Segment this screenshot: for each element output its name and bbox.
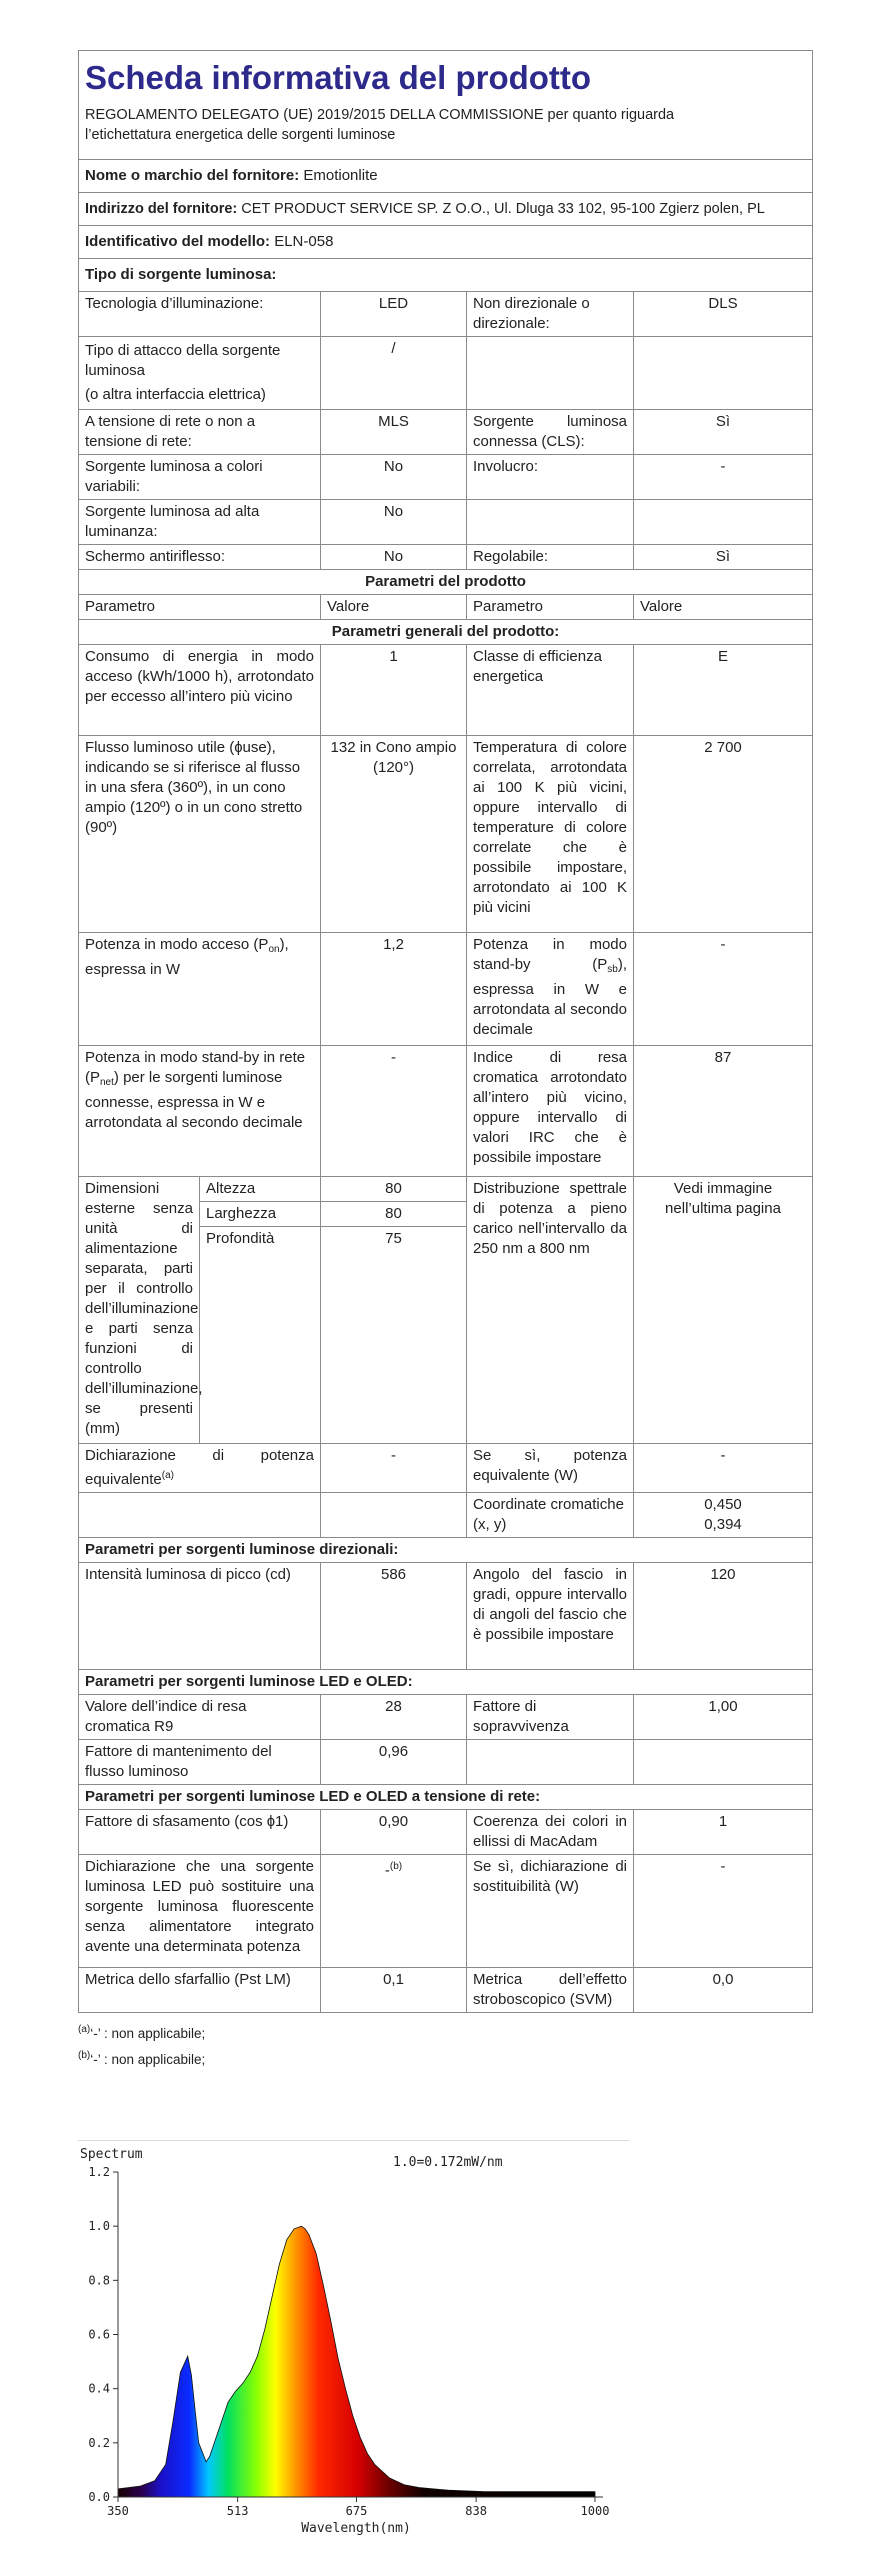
- chart-scale-annotation: 1.0=0.172mW/nm: [393, 2155, 503, 2170]
- model-row: [79, 226, 813, 259]
- cap-type-value: /: [321, 337, 467, 410]
- y-tick-label: 0.4: [88, 2381, 110, 2396]
- directional-heading: Parametri per sorgenti luminose direzionali:: [79, 1538, 813, 1563]
- efficiency-value: E: [634, 645, 813, 736]
- envelope-label: Involucro:: [467, 455, 634, 500]
- peak-intensity-label: Intensità luminosa di picco (cd): [79, 1563, 321, 1670]
- x-tick-label: 1000: [580, 2504, 610, 2518]
- standby-power-label: Potenza in modo stand-by $(P_{sb})$, espressa in W e arrotondata al secondo decimale: [467, 933, 634, 1046]
- fluorescent-replacement-value: -$^{(b)}$: [321, 1855, 467, 1968]
- mains-row: [79, 410, 813, 455]
- depth-label: Profondità: [200, 1227, 321, 1444]
- efficiency-label: Classe di efficienza energetica: [467, 645, 634, 736]
- color-tunable-row: [79, 455, 813, 500]
- flux-value: 132 in Cono ampio (120°): [321, 736, 467, 933]
- equivalent-power-label: Dichiarazione di potenza equivalente$^{(a)}$: [79, 1444, 321, 1493]
- params-column-header-row: [79, 595, 813, 620]
- mains-label: A tensione di rete o non a tensione di rete:: [79, 410, 321, 455]
- displacement-factor-label: Fattore di sfasamento (cos ɸ1): [79, 1810, 321, 1855]
- network-standby-value: -: [321, 1046, 467, 1177]
- chromaticity-label: Coordinate cromatiche (x, y): [467, 1493, 634, 1538]
- spectrum-plot-area: [88, 2165, 609, 2518]
- power-on-value: 1,2: [321, 933, 467, 1046]
- column-header-parameter-2: Parametro: [467, 595, 634, 620]
- column-header-value-2: Valore: [634, 595, 813, 620]
- cap-type-row: [79, 337, 813, 410]
- r9-value: 28: [321, 1695, 467, 1740]
- high-luminance-value: No: [321, 500, 467, 545]
- product-information-sheet: [78, 50, 812, 2071]
- standby-power-value: -: [634, 933, 813, 1046]
- params-heading-row: [79, 570, 813, 595]
- energy-label: Consumo di energia in modo acceso (kWh/1000 h), arrotondato per eccesso all’intero più vicino: [79, 645, 321, 736]
- cls-value: Sì: [634, 410, 813, 455]
- energy-row: [79, 645, 813, 736]
- mains-led-heading-row: [79, 1785, 813, 1810]
- color-tunable-value: No: [321, 455, 467, 500]
- flicker-row: [79, 1968, 813, 2013]
- footnotes: [78, 2019, 812, 2071]
- column-header-value: Valore: [321, 595, 467, 620]
- y-tick-label: 0.6: [88, 2327, 110, 2342]
- title-row: [79, 51, 813, 160]
- cct-value: 2 700: [634, 736, 813, 933]
- regulation-line-1: REGOLAMENTO DELEGATO (UE) 2019/2015 DELLA COMMISSIONE per quanto riguarda: [85, 107, 675, 123]
- macadam-value: 1: [634, 1810, 813, 1855]
- cap-type-label: Tipo di attacco della sorgente luminosa: [85, 342, 281, 379]
- chart-x-axis-label: Wavelength(nm): [301, 2521, 411, 2536]
- supplier-name-label: Nome o marchio del fornitore:: [85, 167, 300, 184]
- equivalent-power-value: -: [321, 1444, 467, 1493]
- stroboscopic-label: Metrica dell’effetto stroboscopico (SVM): [467, 1968, 634, 2013]
- equivalent-watt-label: Se sì, potenza equivalente (W): [467, 1444, 634, 1493]
- led-heading-row: [79, 1670, 813, 1695]
- model-value: ELN-058: [274, 233, 334, 250]
- model-label: Identificativo del modello:: [85, 233, 271, 250]
- envelope-value: -: [634, 455, 813, 500]
- params-heading: Parametri del prodotto: [79, 570, 813, 595]
- technology-row: [79, 292, 813, 337]
- cri-label: Indice di resa cromatica arrotondato all’intero più vicino, oppure intervallo di valori IRC che è possibile impostare: [467, 1046, 634, 1177]
- spectral-distribution-value: Vedi immagine nell’ultima pagina: [634, 1177, 813, 1444]
- width-label: Larghezza: [200, 1202, 321, 1227]
- y-tick-label: 0.2: [88, 2435, 110, 2450]
- displacement-factor-row: [79, 1810, 813, 1855]
- energy-value: 1: [321, 645, 467, 736]
- displacement-factor-value: 0,90: [321, 1810, 467, 1855]
- power-on-label: Potenza in modo acceso $(P_{on})$, espressa in W: [79, 933, 321, 1046]
- general-params-heading-row: [79, 620, 813, 645]
- flicker-value: 0,1: [321, 1968, 467, 2013]
- maintenance-label: Fattore di mantenimento del flusso luminoso: [79, 1740, 321, 1785]
- supplier-name-row: [79, 160, 813, 193]
- depth-value: 75: [321, 1227, 467, 1444]
- equivalent-power-row: [79, 1444, 813, 1493]
- spectrum-curve: [118, 2226, 595, 2497]
- y-tick-label: 0.0: [88, 2490, 110, 2504]
- chromaticity-value: [634, 1493, 813, 1538]
- dimmable-label: Regolabile:: [467, 545, 634, 570]
- directional-heading-row: [79, 1538, 813, 1563]
- color-tunable-label: Sorgente luminosa a colori variabili:: [79, 455, 321, 500]
- cap-type-label-note: (o altra interfaccia elettrica): [85, 386, 266, 403]
- page-title: Scheda informativa del prodotto: [85, 59, 592, 96]
- product-sheet-table: [78, 50, 813, 2013]
- r9-label: Valore dell’indice di resa cromatica R9: [79, 1695, 321, 1740]
- cls-label: Sorgente luminosa connessa (CLS):: [467, 410, 634, 455]
- chromaticity-y: 0,394: [704, 1516, 742, 1533]
- stroboscopic-value: 0,0: [634, 1968, 813, 2013]
- spectral-distribution-label: Distribuzione spettrale di potenza a pieno carico nell’intervallo da 250 nm a 800 nm: [467, 1177, 634, 1444]
- y-tick-label: 0.8: [88, 2273, 110, 2288]
- height-value: 80: [321, 1177, 467, 1202]
- dimensions-label: Dimensioni esterne senza unità di alimentazione separata, parti per il controllo dell’illuminazione e parti senza funzioni di controllo dell’illuminazione, se presenti (mm): [79, 1177, 200, 1444]
- network-standby-row: [79, 1046, 813, 1177]
- cct-label: Temperatura di colore correlata, arrotondata ai 100 K più vicini, oppure intervallo di temperature di colore correlate che è possibile impostare, arrotondato ai 100 K più vicini: [467, 736, 634, 933]
- fluorescent-replacement-row: [79, 1855, 813, 1968]
- supplier-name-value: Emotionlite: [303, 167, 378, 184]
- led-heading: Parametri per sorgenti luminose LED e OLED:: [79, 1670, 813, 1695]
- y-tick-label: 1.0: [88, 2219, 110, 2234]
- beam-angle-label: Angolo del fascio in gradi, oppure intervallo di angoli del fascio che è possibile impostare: [467, 1563, 634, 1670]
- source-type-heading-row: [79, 259, 813, 292]
- flux-row: [79, 736, 813, 933]
- replacement-watt-value: -: [634, 1855, 813, 1968]
- survival-factor-label: Fattore di sopravvivenza: [467, 1695, 634, 1740]
- y-tick-label: 1.2: [88, 2165, 110, 2179]
- beam-angle-value: 120: [634, 1563, 813, 1670]
- equivalent-watt-value: -: [634, 1444, 813, 1493]
- maintenance-row: [79, 1740, 813, 1785]
- height-label: Altezza: [200, 1177, 321, 1202]
- maintenance-value: 0,96: [321, 1740, 467, 1785]
- mains-led-heading: Parametri per sorgenti luminose LED e OLED a tensione di rete:: [79, 1785, 813, 1810]
- supplier-address-label: Indirizzo del fornitore:: [85, 201, 238, 217]
- network-standby-label: Potenza in modo stand-by in rete $(P_{net})$ per le sorgenti luminose connesse, espressa in W e arrotondata al secondo decimale: [79, 1046, 321, 1177]
- footnote-b: $^{(b)}$‘-’ : non applicabile;: [78, 2050, 206, 2067]
- general-params-heading: Parametri generali del prodotto:: [79, 620, 813, 645]
- regulation-line-2: l’etichettatura energetica delle sorgenti luminose: [85, 127, 396, 143]
- supplier-address-row: [79, 193, 813, 226]
- power-on-row: [79, 933, 813, 1046]
- high-luminance-row: [79, 500, 813, 545]
- flux-label: Flusso luminoso utile (ɸuse), indicando se si riferisce al flusso in una sfera (360º), in un cono ampio (120º) o in un cono stretto (90º): [79, 736, 321, 933]
- column-header-parameter: Parametro: [79, 595, 321, 620]
- chromaticity-row: [79, 1493, 813, 1538]
- mains-value: MLS: [321, 410, 467, 455]
- width-value: 80: [321, 1202, 467, 1227]
- replacement-watt-label: Se sì, dichiarazione di sostituibilità (W): [467, 1855, 634, 1968]
- peak-intensity-row: [79, 1563, 813, 1670]
- x-tick-label: 513: [226, 2504, 249, 2518]
- technology-label: Tecnologia d’illuminazione:: [79, 292, 321, 337]
- anti-glare-label: Schermo antiriflesso:: [79, 545, 321, 570]
- fluorescent-replacement-label: Dichiarazione che una sorgente luminosa LED può sostituire una sorgente luminosa fluorescente senza alimentatore integrato avente una determinata potenza: [79, 1855, 321, 1968]
- x-tick-label: 350: [107, 2504, 129, 2518]
- x-tick-label: 838: [465, 2504, 487, 2518]
- peak-intensity-value: 586: [321, 1563, 467, 1670]
- height-row: [79, 1177, 813, 1202]
- spectrum-chart: [78, 2140, 630, 2540]
- non-directional-value: DLS: [634, 292, 813, 337]
- flicker-label: Metrica dello sfarfallio (Pst LM): [79, 1968, 321, 2013]
- technology-value: LED: [321, 292, 467, 337]
- dimmable-value: Sì: [634, 545, 813, 570]
- r9-row: [79, 1695, 813, 1740]
- macadam-label: Coerenza dei colori in ellissi di MacAdam: [467, 1810, 634, 1855]
- anti-glare-row: [79, 545, 813, 570]
- supplier-address-value: CET PRODUCT SERVICE SP. Z O.O., Ul. Dluga 33 102, 95-100 Zgierz polen, PL: [241, 201, 765, 217]
- source-type-heading: Tipo di sorgente luminosa:: [79, 259, 813, 292]
- footnote-a: $^{(a)}$‘-’ : non applicabile;: [78, 2024, 206, 2041]
- cri-value: 87: [634, 1046, 813, 1177]
- high-luminance-label: Sorgente luminosa ad alta luminanza:: [79, 500, 321, 545]
- survival-factor-value: 1,00: [634, 1695, 813, 1740]
- chart-title: Spectrum: [80, 2147, 143, 2162]
- anti-glare-value: No: [321, 545, 467, 570]
- chromaticity-x: 0,450: [704, 1496, 742, 1513]
- x-tick-label: 675: [345, 2504, 368, 2518]
- non-directional-label: Non direzionale o direzionale:: [467, 292, 634, 337]
